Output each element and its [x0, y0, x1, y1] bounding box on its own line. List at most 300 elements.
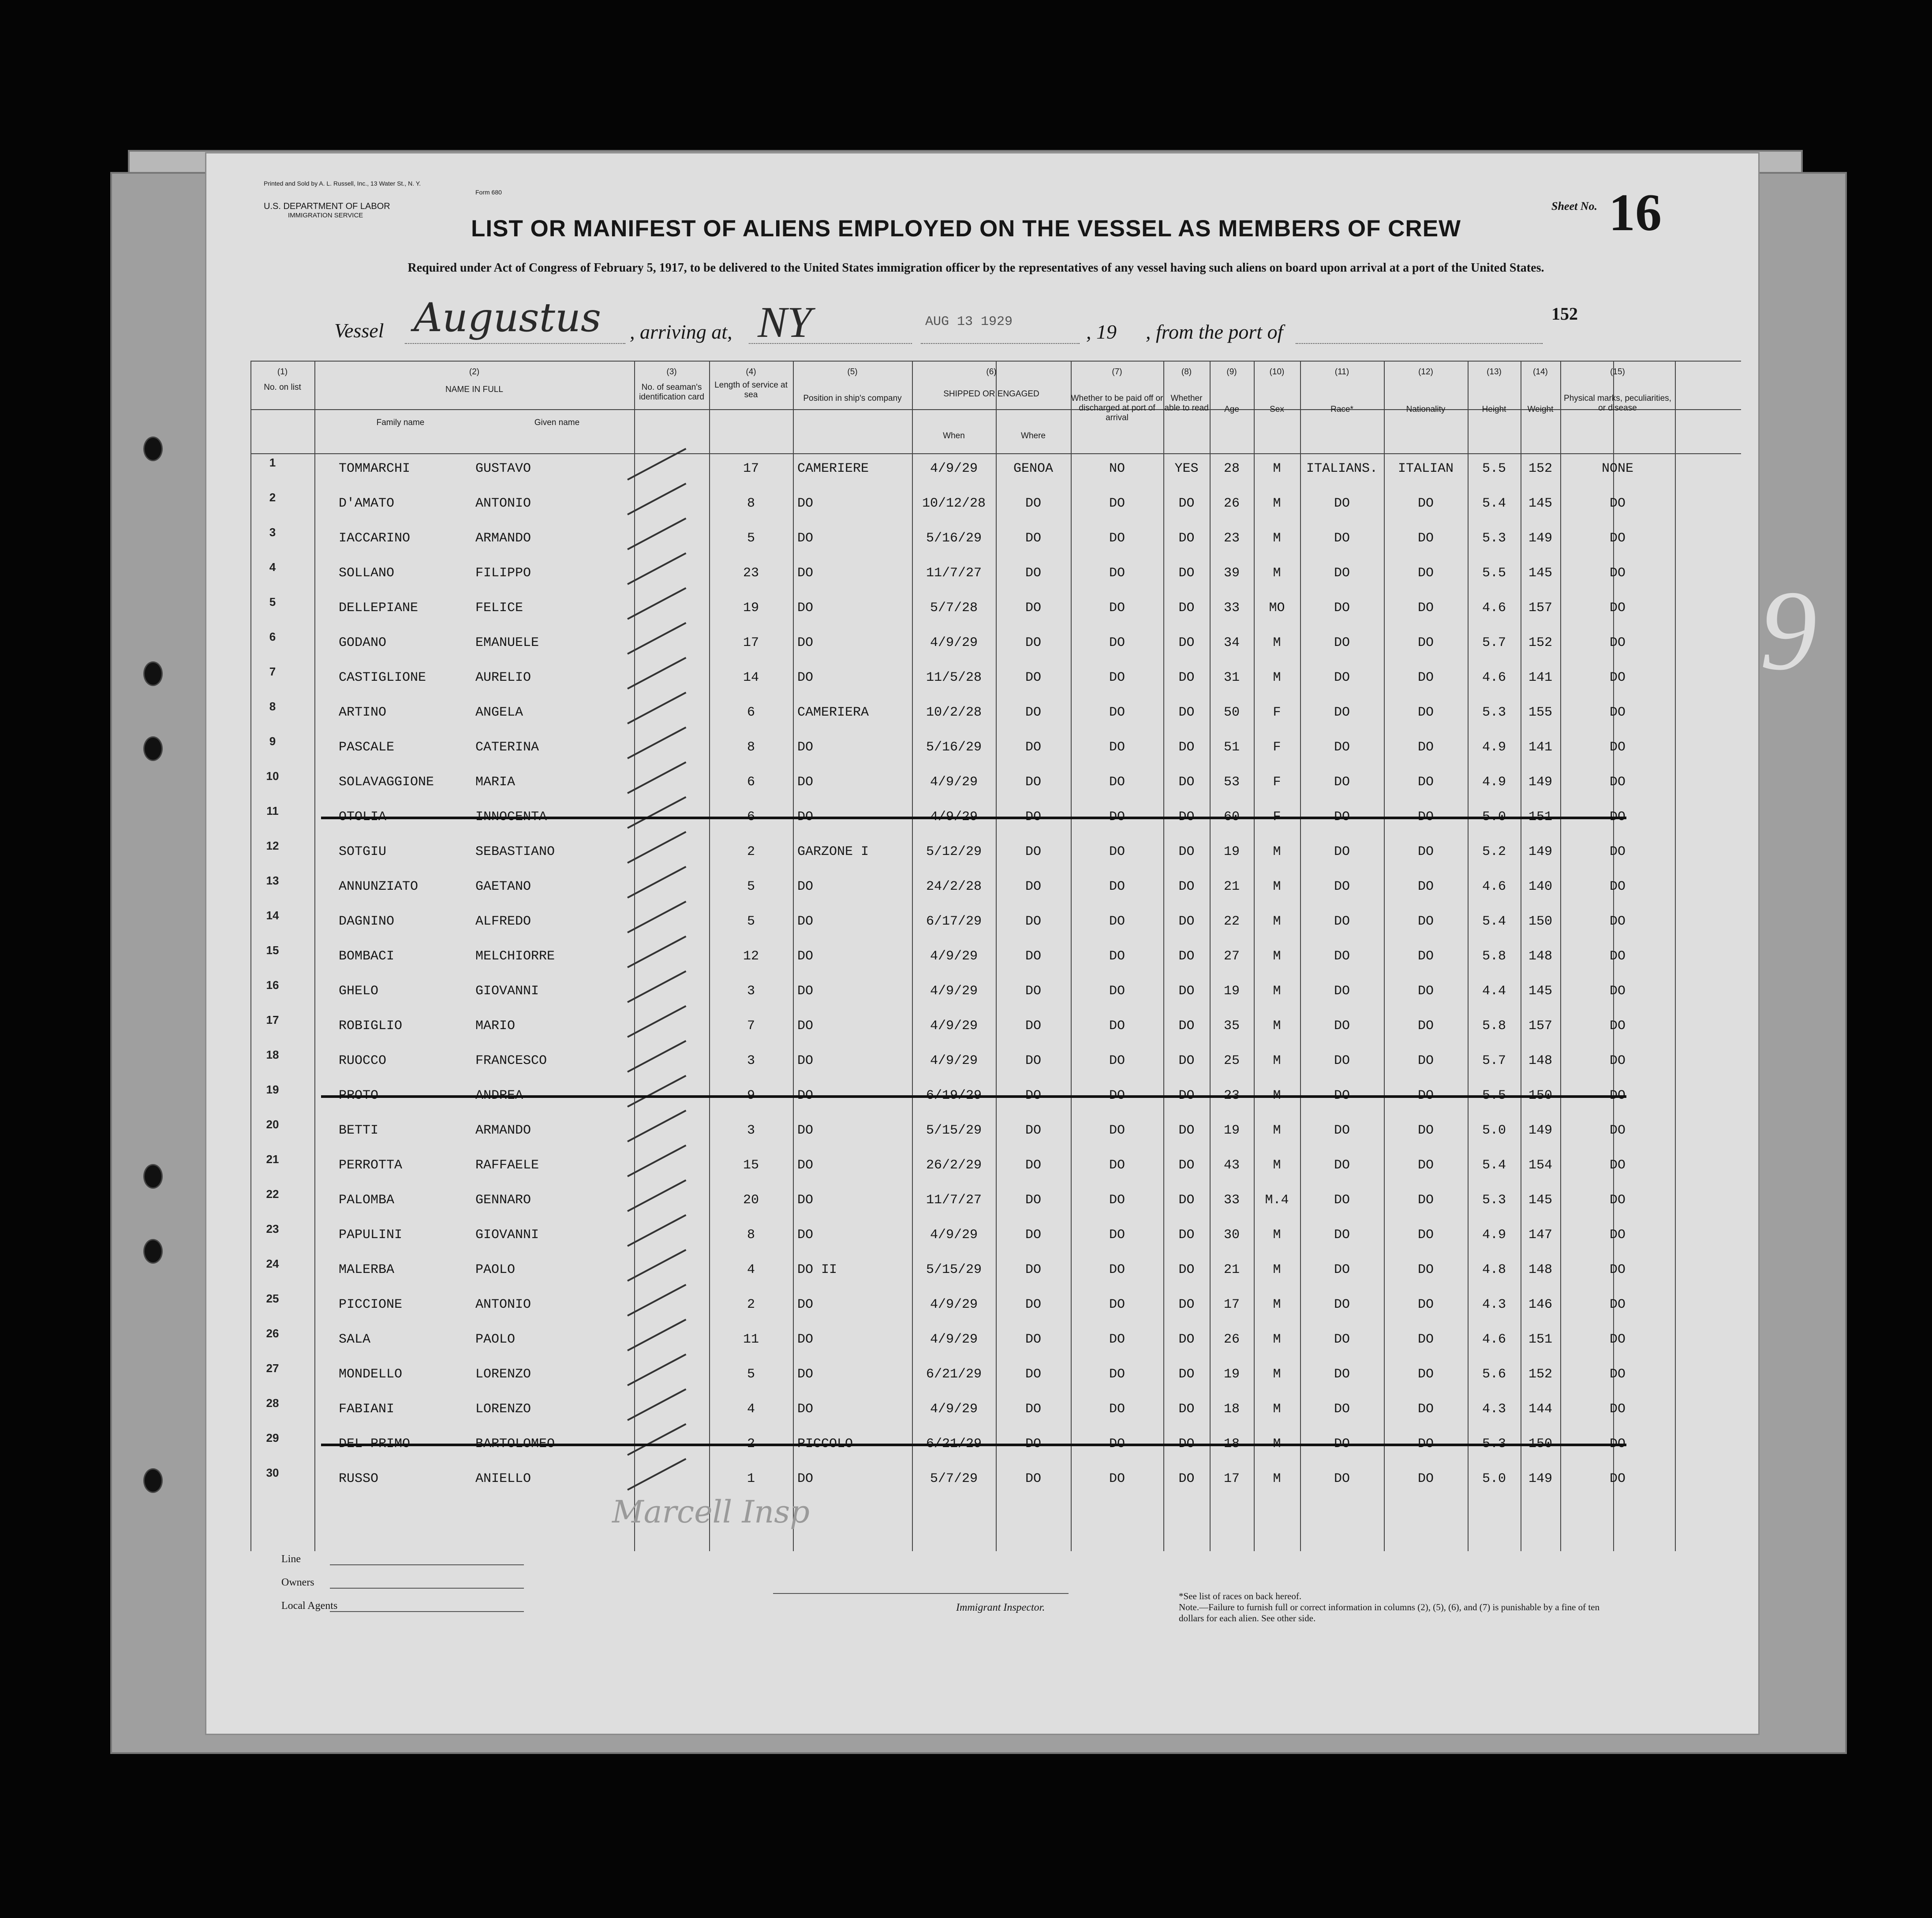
cell-read: DO	[1178, 810, 1195, 825]
cell-nationality: DO	[1417, 635, 1434, 650]
cell-service: 1	[747, 1471, 755, 1486]
cell-marks: DO	[1609, 1297, 1626, 1312]
cell-paid-off: DO	[1109, 1158, 1125, 1173]
cell-sex: M	[1273, 1367, 1281, 1382]
cell-weight: 157	[1528, 1019, 1552, 1034]
cell-weight: 148	[1528, 949, 1552, 964]
cell-sex: M	[1273, 1262, 1281, 1277]
cell-sex: M	[1273, 914, 1281, 929]
cell-paid-off: DO	[1109, 705, 1125, 720]
cell-height: 5.0	[1482, 1471, 1506, 1486]
cell-age: 30	[1223, 1228, 1240, 1243]
cell-sex: M	[1273, 531, 1281, 546]
cell-nationality: DO	[1417, 670, 1434, 685]
cell-read: DO	[1178, 635, 1195, 650]
cell-height: 5.4	[1482, 1158, 1506, 1173]
cell-when: 4/9/29	[930, 1053, 978, 1068]
cell-marks: DO	[1609, 1262, 1626, 1277]
cell-weight: 148	[1528, 1053, 1552, 1068]
cell-service: 4	[747, 1402, 755, 1417]
cell-age: 18	[1223, 1402, 1240, 1417]
cell-nationality: DO	[1417, 1228, 1434, 1243]
cell-family: PASCALE	[339, 740, 395, 755]
side-mark: 9	[1760, 567, 1817, 694]
id-card-check-mark	[627, 1423, 686, 1456]
cell-service: 19	[743, 601, 759, 616]
id-card-check-mark	[627, 761, 686, 794]
table-column-rule	[1675, 361, 1676, 1551]
column-number: (5)	[847, 367, 858, 377]
cell-height: 4.6	[1482, 670, 1506, 685]
cell-read: DO	[1178, 531, 1195, 546]
cell-paid-off: DO	[1109, 1332, 1125, 1347]
cell-height: 5.3	[1482, 1437, 1506, 1452]
cell-height: 5.7	[1482, 1053, 1506, 1068]
cell-family: FABIANI	[339, 1402, 395, 1417]
cell-marks: DO	[1609, 1402, 1626, 1417]
column-number: (3)	[666, 367, 677, 377]
cell-sex: M	[1273, 984, 1281, 999]
cell-read: DO	[1178, 601, 1195, 616]
cell-position: DO	[797, 531, 814, 546]
id-card-check-mark	[627, 448, 686, 481]
cell-paid-off: DO	[1109, 1228, 1125, 1243]
cell-height: 4.3	[1482, 1297, 1506, 1312]
cell-when: 4/9/29	[930, 1228, 978, 1243]
cell-nationality: DO	[1417, 1088, 1434, 1103]
cell-position: DO	[797, 810, 814, 825]
id-card-check-mark	[627, 1179, 686, 1212]
vessel-underline	[405, 343, 625, 344]
row-number: 19	[266, 1083, 279, 1096]
cell-position: DO	[797, 949, 814, 964]
table-row-rule	[250, 361, 1741, 362]
cell-race: DO	[1334, 879, 1350, 894]
cell-age: 25	[1223, 1053, 1240, 1068]
column-header: Whether to be paid off or discharged at port of arrival	[1071, 394, 1163, 422]
cell-race: DO	[1334, 1471, 1350, 1486]
cell-family: GHELO	[339, 984, 379, 999]
cell-service: 12	[743, 949, 759, 964]
cell-paid-off: DO	[1109, 1402, 1125, 1417]
cell-given: FILIPPO	[475, 566, 531, 581]
cell-weight: 146	[1528, 1297, 1552, 1312]
cell-where: DO	[1025, 1123, 1041, 1138]
cell-nationality: DO	[1417, 1297, 1434, 1312]
cell-given: BARTOLOMEO	[475, 1437, 555, 1452]
cell-read: DO	[1178, 775, 1195, 790]
inspector-label: Immigrant Inspector.	[956, 1602, 1045, 1613]
cell-family: OTOLIA	[339, 810, 387, 825]
department: U.S. DEPARTMENT OF LABOR	[264, 202, 390, 211]
row-number: 13	[266, 874, 279, 887]
cell-nationality: DO	[1417, 1123, 1434, 1138]
vessel-name: Augustus	[414, 295, 602, 341]
cell-when: 11/7/27	[926, 566, 982, 581]
column-number: (1)	[277, 367, 288, 377]
year-label: , 19	[1086, 321, 1117, 343]
cell-service: 7	[747, 1019, 755, 1034]
cell-service: 15	[743, 1158, 759, 1173]
id-card-check-mark	[627, 552, 686, 585]
cell-when: 4/9/29	[930, 949, 978, 964]
cell-race: DO	[1334, 1402, 1350, 1417]
cell-family: BOMBACI	[339, 949, 395, 964]
cell-when: 6/21/29	[926, 1367, 982, 1382]
cell-position: DO II	[797, 1262, 837, 1277]
row-number: 17	[266, 1013, 279, 1026]
cell-read: DO	[1178, 1402, 1195, 1417]
local-agents-label: Local Agents	[281, 1600, 338, 1612]
cell-position: DO	[797, 1193, 814, 1208]
cell-age: 35	[1223, 1019, 1240, 1034]
cell-marks: DO	[1609, 810, 1626, 825]
cell-where: DO	[1025, 566, 1041, 581]
cell-position: DO	[797, 1367, 814, 1382]
cell-when: 5/15/29	[926, 1123, 982, 1138]
cell-weight: 152	[1528, 635, 1552, 650]
cell-weight: 141	[1528, 740, 1552, 755]
page-title: LIST OR MANIFEST OF ALIENS EMPLOYED ON THE VESSEL AS MEMBERS OF CREW	[471, 216, 1461, 242]
cell-age: 51	[1223, 740, 1240, 755]
cell-age: 19	[1223, 1123, 1240, 1138]
column-header: Race*	[1330, 405, 1353, 414]
owners-label: Owners	[281, 1577, 314, 1588]
row-number: 12	[266, 839, 279, 852]
cell-height: 5.2	[1482, 844, 1506, 859]
cell-where: DO	[1025, 1053, 1041, 1068]
legal-notice: Required under Act of Congress of February 5, 1917, to be delivered to the United States immigration officer by the representatives of any vessel having such aliens on board upon arrival at a port of the United States.	[407, 261, 1544, 275]
cell-when: 11/7/27	[926, 1193, 982, 1208]
cell-where: DO	[1025, 740, 1041, 755]
cell-marks: DO	[1609, 914, 1626, 929]
cell-paid-off: DO	[1109, 601, 1125, 616]
cell-family: PAPULINI	[339, 1228, 403, 1243]
cell-sex: M	[1273, 1437, 1281, 1452]
row-number: 9	[269, 735, 276, 748]
cell-height: 5.7	[1482, 635, 1506, 650]
cell-when: 4/9/29	[930, 635, 978, 650]
cell-paid-off: DO	[1109, 670, 1125, 685]
row-number: 29	[266, 1431, 279, 1444]
cell-when: 6/21/29	[926, 1437, 982, 1452]
cell-weight: 150	[1528, 914, 1552, 929]
cell-marks: DO	[1609, 1367, 1626, 1382]
cell-paid-off: DO	[1109, 1437, 1125, 1452]
cell-age: 18	[1223, 1437, 1240, 1452]
cell-race: DO	[1334, 1053, 1350, 1068]
cell-position: DO	[797, 1088, 814, 1103]
cell-when: 4/9/29	[930, 984, 978, 999]
cell-position: DO	[797, 566, 814, 581]
cell-race: DO	[1334, 601, 1350, 616]
cell-weight: 144	[1528, 1402, 1552, 1417]
cell-marks: DO	[1609, 670, 1626, 685]
cell-sex: MO	[1269, 601, 1285, 616]
cell-height: 5.8	[1482, 949, 1506, 964]
cell-sex: M	[1273, 496, 1281, 511]
cell-given: ANGELA	[475, 705, 523, 720]
cell-given: GUSTAVO	[475, 461, 531, 476]
cell-age: 34	[1223, 635, 1240, 650]
strike-through-line	[321, 1095, 1626, 1098]
cell-where: DO	[1025, 949, 1041, 964]
cell-position: DO	[797, 1332, 814, 1347]
column-header: NAME IN FULL	[445, 385, 503, 394]
date-underline	[921, 343, 1080, 344]
cell-marks: DO	[1609, 1437, 1626, 1452]
cell-age: 33	[1223, 601, 1240, 616]
cell-given: ALFREDO	[475, 914, 531, 929]
cell-marks: DO	[1609, 601, 1626, 616]
cell-service: 5	[747, 914, 755, 929]
cell-age: 21	[1223, 1262, 1240, 1277]
cell-weight: 152	[1528, 461, 1552, 476]
cell-family: MONDELLO	[339, 1367, 403, 1382]
cell-position: DO	[797, 1228, 814, 1243]
cell-when: 4/9/29	[930, 775, 978, 790]
cell-paid-off: DO	[1109, 1019, 1125, 1034]
from-port-label: , from the port of	[1146, 321, 1283, 343]
cell-read: DO	[1178, 1471, 1195, 1486]
id-card-check-mark	[627, 970, 686, 1003]
date-stamp: AUG 13 1929	[925, 314, 1013, 329]
cell-position: DO	[797, 1158, 814, 1173]
cell-race: DO	[1334, 566, 1350, 581]
cell-weight: 140	[1528, 879, 1552, 894]
cell-service: 23	[743, 566, 759, 581]
id-card-check-mark	[627, 587, 686, 620]
punch-hole	[143, 437, 163, 461]
cell-nationality: DO	[1417, 705, 1434, 720]
cell-service: 9	[747, 1088, 755, 1103]
cell-race: DO	[1334, 984, 1350, 999]
cell-where: DO	[1025, 635, 1041, 650]
cell-race: DO	[1334, 670, 1350, 685]
cell-service: 3	[747, 984, 755, 999]
id-card-check-mark	[627, 1458, 686, 1491]
cell-sex: M	[1273, 1019, 1281, 1034]
cell-given: SEBASTIANO	[475, 844, 555, 859]
cell-given: FRANCESCO	[475, 1053, 547, 1068]
cell-given: ANTONIO	[475, 1297, 531, 1312]
cell-paid-off: DO	[1109, 844, 1125, 859]
cell-position: CAMERIERA	[797, 705, 869, 720]
cell-read: DO	[1178, 1262, 1195, 1277]
cell-height: 5.4	[1482, 914, 1506, 929]
column-number: (8)	[1181, 367, 1192, 377]
cell-height: 5.3	[1482, 1193, 1506, 1208]
row-number: 20	[266, 1118, 279, 1131]
cell-marks: DO	[1609, 1228, 1626, 1243]
cell-sex: M	[1273, 1123, 1281, 1138]
cell-height: 4.8	[1482, 1262, 1506, 1277]
from-underline	[1296, 343, 1543, 344]
cell-paid-off: DO	[1109, 775, 1125, 790]
cell-race: ITALIANS.	[1306, 461, 1378, 476]
id-card-check-mark	[627, 1040, 686, 1073]
cell-race: DO	[1334, 705, 1350, 720]
cell-paid-off: DO	[1109, 1297, 1125, 1312]
cell-age: 21	[1223, 879, 1240, 894]
cell-when: 4/9/29	[930, 461, 978, 476]
cell-given: ARMANDO	[475, 531, 531, 546]
row-number: 18	[266, 1048, 279, 1061]
cell-age: 17	[1223, 1471, 1240, 1486]
cell-paid-off: DO	[1109, 949, 1125, 964]
cell-nationality: DO	[1417, 1053, 1434, 1068]
cell-read: DO	[1178, 1332, 1195, 1347]
column-number: (6)	[986, 367, 997, 377]
cell-read: DO	[1178, 740, 1195, 755]
cell-position: DO	[797, 1402, 814, 1417]
cell-where: DO	[1025, 1019, 1041, 1034]
cell-weight: 150	[1528, 1088, 1552, 1103]
cell-height: 5.3	[1482, 705, 1506, 720]
cell-nationality: DO	[1417, 984, 1434, 999]
cell-race: DO	[1334, 810, 1350, 825]
cell-family: SOLLANO	[339, 566, 395, 581]
sheet-label: Sheet No.	[1551, 200, 1597, 213]
id-card-check-mark	[627, 936, 686, 968]
cell-where: DO	[1025, 670, 1041, 685]
cell-paid-off: DO	[1109, 879, 1125, 894]
cell-service: 3	[747, 1053, 755, 1068]
cell-where: DO	[1025, 531, 1041, 546]
printer-line: Printed and Sold by A. L. Russell, Inc., 13 Water St., N. Y.	[264, 180, 421, 187]
column-header: SHIPPED OR ENGAGED	[943, 389, 1039, 399]
cell-weight: 147	[1528, 1228, 1552, 1243]
cell-sex: M	[1273, 1402, 1281, 1417]
cell-age: 53	[1223, 775, 1240, 790]
cell-paid-off: DO	[1109, 531, 1125, 546]
id-card-check-mark	[627, 1110, 686, 1142]
id-card-check-mark	[627, 1005, 686, 1038]
cell-nationality: DO	[1417, 566, 1434, 581]
cell-given: ANTONIO	[475, 496, 531, 511]
cell-marks: DO	[1609, 705, 1626, 720]
table-column-rule	[314, 361, 315, 1551]
cell-nationality: DO	[1417, 1437, 1434, 1452]
column-header: No. on list	[264, 383, 301, 392]
column-number: (2)	[469, 367, 480, 377]
table-row-rule	[250, 453, 1741, 454]
cell-marks: DO	[1609, 844, 1626, 859]
cell-paid-off: DO	[1109, 1193, 1125, 1208]
cell-service: 20	[743, 1193, 759, 1208]
cell-age: 26	[1223, 1332, 1240, 1347]
cell-family: TOMMARCHI	[339, 461, 411, 476]
cell-paid-off: DO	[1109, 914, 1125, 929]
cell-paid-off: DO	[1109, 1367, 1125, 1382]
cell-nationality: DO	[1417, 1193, 1434, 1208]
cell-read: DO	[1178, 670, 1195, 685]
cell-service: 11	[743, 1332, 759, 1347]
cell-sex: M	[1273, 1053, 1281, 1068]
cell-height: 4.6	[1482, 1332, 1506, 1347]
cell-sex: M	[1273, 949, 1281, 964]
cell-nationality: DO	[1417, 1158, 1434, 1173]
cell-position: PICCOLO	[797, 1437, 853, 1452]
cell-sex: M.4	[1265, 1193, 1289, 1208]
cell-when: 5/7/29	[930, 1471, 978, 1486]
cell-sex: M	[1273, 879, 1281, 894]
cell-given: PAOLO	[475, 1332, 516, 1347]
cell-given: CATERINA	[475, 740, 539, 755]
cell-family: PROTO	[339, 1088, 379, 1103]
cell-position: DO	[797, 1297, 814, 1312]
cell-weight: 150	[1528, 1437, 1552, 1452]
id-card-check-mark	[627, 831, 686, 864]
cell-when: 5/16/29	[926, 740, 982, 755]
cell-given: PAOLO	[475, 1262, 516, 1277]
id-card-check-mark	[627, 1075, 686, 1108]
cell-service: 2	[747, 1437, 755, 1452]
cell-when: 5/15/29	[926, 1262, 982, 1277]
cell-service: 5	[747, 879, 755, 894]
cell-where: DO	[1025, 705, 1041, 720]
column-number: (13)	[1487, 367, 1502, 377]
row-number: 24	[266, 1257, 279, 1270]
cell-paid-off: DO	[1109, 496, 1125, 511]
cell-position: DO	[797, 914, 814, 929]
cell-where: DO	[1025, 879, 1041, 894]
row-number: 26	[266, 1327, 279, 1340]
cell-age: 31	[1223, 670, 1240, 685]
cell-service: 8	[747, 1228, 755, 1243]
cell-given: MARIO	[475, 1019, 516, 1034]
row-number: 2	[269, 491, 276, 504]
cell-paid-off: DO	[1109, 1262, 1125, 1277]
arrival-underline	[749, 343, 912, 344]
cell-weight: 149	[1528, 1471, 1552, 1486]
cell-position: DO	[797, 1019, 814, 1034]
cell-given: GIOVANNI	[475, 1228, 539, 1243]
cell-given: AURELIO	[475, 670, 531, 685]
cell-family: SALA	[339, 1332, 371, 1347]
cell-weight: 148	[1528, 1262, 1552, 1277]
cell-when: 5/7/28	[930, 601, 978, 616]
cell-marks: DO	[1609, 1019, 1626, 1034]
cell-service: 2	[747, 844, 755, 859]
cell-service: 14	[743, 670, 759, 685]
cell-when: 5/12/29	[926, 844, 982, 859]
cell-sex: M	[1273, 844, 1281, 859]
cell-sex: M	[1273, 1228, 1281, 1243]
cell-where: DO	[1025, 984, 1041, 999]
id-card-check-mark	[627, 518, 686, 550]
cell-height: 5.8	[1482, 1019, 1506, 1034]
cell-given: LORENZO	[475, 1367, 531, 1382]
cell-sex: M	[1273, 1158, 1281, 1173]
cell-read: DO	[1178, 1019, 1195, 1034]
row-number: 25	[266, 1292, 279, 1305]
cell-family: GODANO	[339, 635, 387, 650]
cell-race: DO	[1334, 1332, 1350, 1347]
cell-when: 24/2/28	[926, 879, 982, 894]
cell-family: IACCARINO	[339, 531, 411, 546]
cell-race: DO	[1334, 914, 1350, 929]
cell-age: 27	[1223, 949, 1240, 964]
cell-service: 17	[743, 461, 759, 476]
cell-weight: 145	[1528, 496, 1552, 511]
cell-family: RUSSO	[339, 1471, 379, 1486]
cell-given: ANIELLO	[475, 1471, 531, 1486]
cell-read: DO	[1178, 879, 1195, 894]
cell-family: PALOMBA	[339, 1193, 395, 1208]
cell-sex: M	[1273, 461, 1281, 476]
cell-sex: M	[1273, 1471, 1281, 1486]
